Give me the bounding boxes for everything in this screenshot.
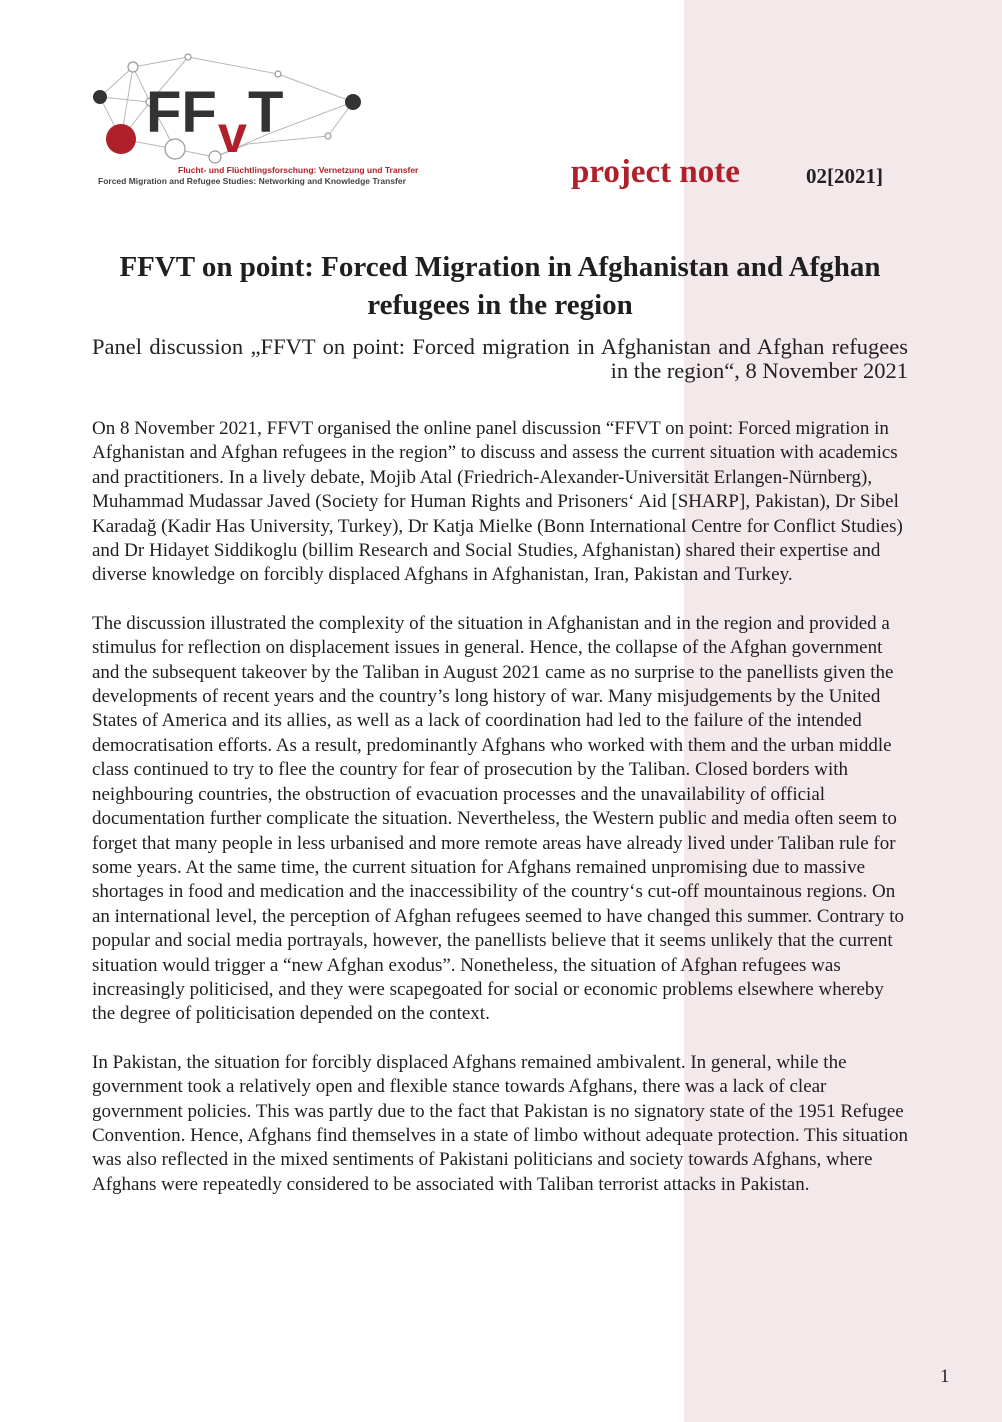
- body-text: [92, 417, 910, 1221]
- issue-number: 02[2021]: [806, 164, 883, 188]
- page-title: FFVT on point: Forced Migration in Afghanistan and Afghan refugees in the region: [119, 251, 881, 321]
- svg-text:v: v: [218, 106, 247, 164]
- series-label: project note: [571, 154, 740, 190]
- logo-subtitle-english: Forced Migration and Refugee Studies: Networking and Knowledge Transfer: [98, 176, 406, 186]
- logo-subtitle-german: Flucht- und Flüchtlingsforschung: Vernetzung und Transfer: [178, 165, 419, 175]
- page-number: 1: [940, 1366, 950, 1387]
- body-paragraph: On 8 November 2021, FFVT organised the online panel discussion “FFVT on point: Forced migration in Afghanistan and Afghan refugees in the region” to discuss and assess the current situation with academics and practitioners. In a lively debate, Mojib Atal (Friedrich-Alexander-Universität Erlangen-Nürnberg), Muhammad Mudassar Javed (Society for Human Rights and Prisoners‘ Aid [SHARP], Pakistan), Dr Sibel Karadağ (Kadir Has University, Turkey), Dr Katja Mielke (Bonn International Centre for Conflict Studies) and Dr Hidayet Siddikoglu (billim Research and Social Studies, Afghanistan) shared their expertise and diverse knowledge on forcibly displaced Afghans in Afghanistan, Iran, Pakistan and Turkey.: [92, 418, 903, 586]
- svg-text:T: T: [248, 80, 284, 145]
- svg-text:FF: FF: [146, 80, 217, 145]
- page-subtitle: Panel discussion „FFVT on point: Forced migration in Afghanistan and Afghan refugees in the region“, 8 November 2021: [92, 334, 908, 383]
- body-paragraph: The discussion illustrated the complexity of the situation in Afghanistan and in the region and provided a stimulus for reflection on displacement issues in general. Hence, the collapse of the Afghan government and the subsequent takeover by the Taliban in August 2021 came as no surprise to the panellists given the developments of recent years and the country’s long history of war. Many misjudgements by the United States of America and its allies, as well as a lack of coordination had led to the failure of the intended democratisation efforts. As a result, predominantly Afghans who worked with them and the urban middle class continued to try to flee the country for fear of prosecution by the Taliban. Closed borders with neighbouring countries, the obstruction of evacuation processes and the unavailability of official documentation further complicate the situation. Nevertheless, the Western public and media often seem to forget that many people in less urbanised and more remote areas have already lived under Taliban rule for some years. At the same time, the current situation for Afghans remained unpromising due to massive shortages in food and medication and the inaccessibility of the country‘s cut-off mountainous regions. On an international level, the perception of Afghan refugees seemed to have changed this summer. Contrary to popular and social media portrayals, however, the panellists believe that it seems unlikely that the current situation would trigger a “new Afghan exodus”. Nonetheless, the situation of Afghan refugees was increasingly politicised, and they were scapegoated for social or economic problems elsewhere whereby the degree of politicisation depended on the context.: [92, 612, 904, 1025]
- body-paragraph: In Pakistan, the situation for forcibly displaced Afghans remained ambivalent. In general, while the government took a relatively open and flexible stance towards Afghans, there was a lack of clear government policies. This was partly due to the fact that Pakistan is no signatory state of the 1951 Refugee Convention. Hence, Afghans find themselves in a state of limbo without adequate protection. This situation was also reflected in the mixed sentiments of Pakistani politicians and society towards Afghans, where Afghans were repeatedly considered to be associated with Taliban terrorist attacks in Pakistan.: [92, 1051, 908, 1195]
- ffvt-logo: [88, 52, 419, 192]
